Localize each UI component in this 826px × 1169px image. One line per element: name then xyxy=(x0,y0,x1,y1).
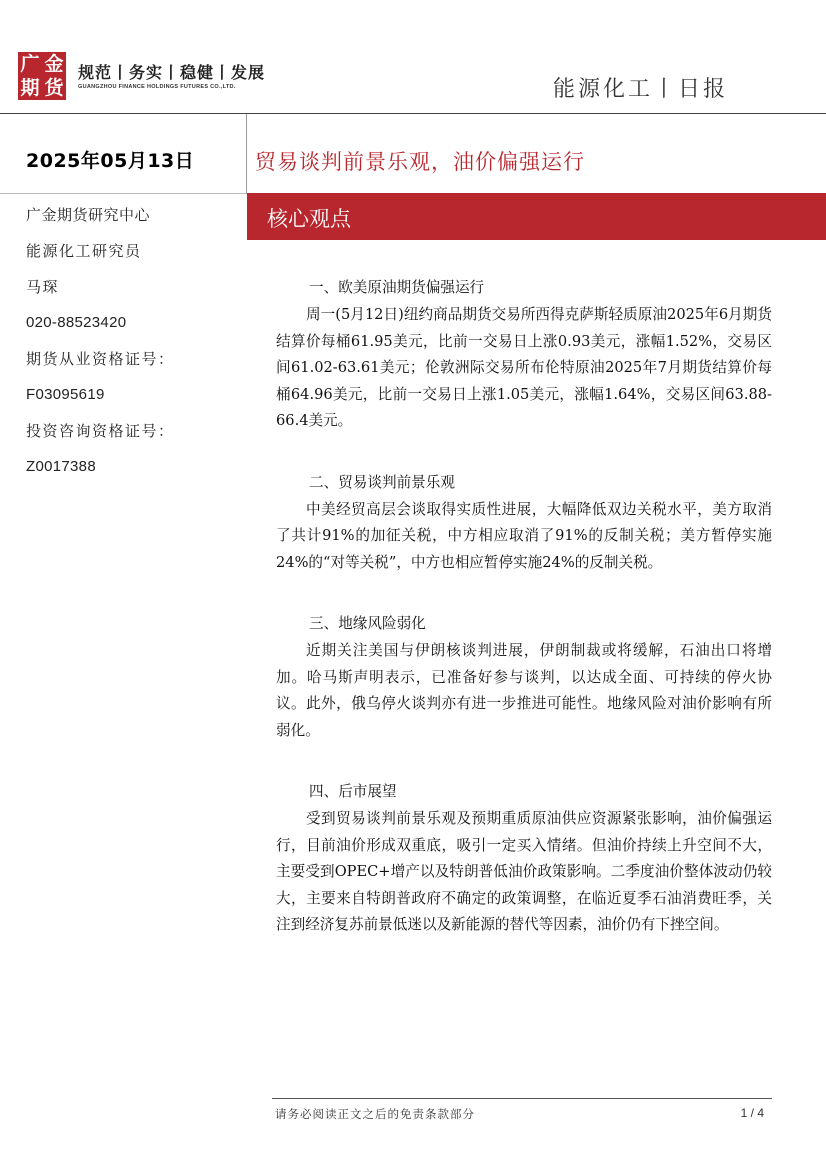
author-info xyxy=(26,203,175,491)
analyst-name: 马琛 xyxy=(26,278,60,296)
section xyxy=(276,469,772,577)
company-english-name: GUANGZHOU FINANCE HOLDINGS FUTURES CO.,LTD. xyxy=(78,84,236,90)
section-body: 近期关注美国与伊朗核谈判进展，伊朗制裁或将缓解，石油出口将增加。哈马斯声明表示，已准备好参与谈判，以达成全面、可持续的停火协议。此外，俄乌停火谈判亦有进一步推进可能性。地缘风险对油价影响有所弱化。 xyxy=(276,642,772,739)
page-number: 1 / 4 xyxy=(740,1106,764,1120)
core-viewpoint-content xyxy=(276,274,772,973)
section xyxy=(276,778,772,939)
report-title: 贸易谈判前景乐观，油价偏强运行 xyxy=(255,150,585,174)
logo-char: 广 xyxy=(20,53,40,75)
analyst-role: 能源化工研究员 xyxy=(26,242,142,260)
section-heading: 四、后市展望 xyxy=(309,783,397,800)
company-logo xyxy=(18,52,66,100)
futures-license-label: 期货从业资格证号： xyxy=(26,350,175,368)
analyst-phone: 020-88523420 xyxy=(26,314,127,331)
logo-char: 金 xyxy=(44,53,64,75)
section-heading: 一、欧美原油期货偏强运行 xyxy=(309,279,485,296)
section-body: 受到贸易谈判前景乐观及预期重质原油供应资源紧张影响，油价偏强运行，目前油价形成双重底，吸引一定买入情绪。但油价持续上升空间不大，主要受到OPEC+增产以及特朗普低油价政策影响。二季度油价整体波动仍较大，主要来自特朗普政府不确定的政策调整，在临近夏季石油消费旺季，关注到经济复苏前景低迷以及新能源的替代等因素，油价仍有下挫空间。 xyxy=(276,810,772,933)
sidebar-divider xyxy=(0,193,247,194)
logo-char: 货 xyxy=(44,77,64,99)
header-divider xyxy=(0,113,826,114)
footer-divider xyxy=(272,1098,772,1099)
consulting-license-label: 投资咨询资格证号： xyxy=(26,422,175,440)
report-type: 能源化工丨日报 xyxy=(552,77,728,102)
company-slogan: 规范丨务实丨稳健丨发展 xyxy=(78,63,266,82)
logo-char: 期 xyxy=(20,77,40,99)
section-body: 中美经贸高层会谈取得实质性进展，大幅降低双边关税水平，美方取消了共计91%的加征关税，中方相应取消了91%的反制关税；美方暂停实施24%的“对等关税”，中方也相应暂停实施24%的反制关税。 xyxy=(276,500,772,571)
section xyxy=(276,274,772,435)
report-date: 2025年05月13日 xyxy=(26,150,195,172)
disclaimer-note: 请务必阅读正文之后的免责条款部分 xyxy=(275,1107,475,1121)
section-heading: 二、贸易谈判前景乐观 xyxy=(309,473,455,491)
futures-license-number: F03095619 xyxy=(26,386,105,403)
research-center: 广金期货研究中心 xyxy=(26,206,151,224)
column-divider xyxy=(246,114,247,194)
section-body: 周一(5月12日)纽约商品期货交易所西得克萨斯轻质原油2025年6月期货结算价每桶61.95美元，比前一交易日上涨0.93美元，涨幅1.52%，交易区间61.02-63.61美元；伦敦洲际交易所布伦特原油2025年7月期货结算价每桶64.96美元，比前一交易日上涨1.05美元，涨幅1.64%，交易区间63.88-66.4美元。 xyxy=(276,306,772,429)
section xyxy=(276,610,772,744)
core-viewpoint-heading: 核心观点 xyxy=(267,207,351,231)
core-viewpoint-banner xyxy=(247,193,826,240)
section-heading: 三、地缘风险弱化 xyxy=(309,615,426,632)
consulting-license-number: Z0017388 xyxy=(26,458,96,475)
